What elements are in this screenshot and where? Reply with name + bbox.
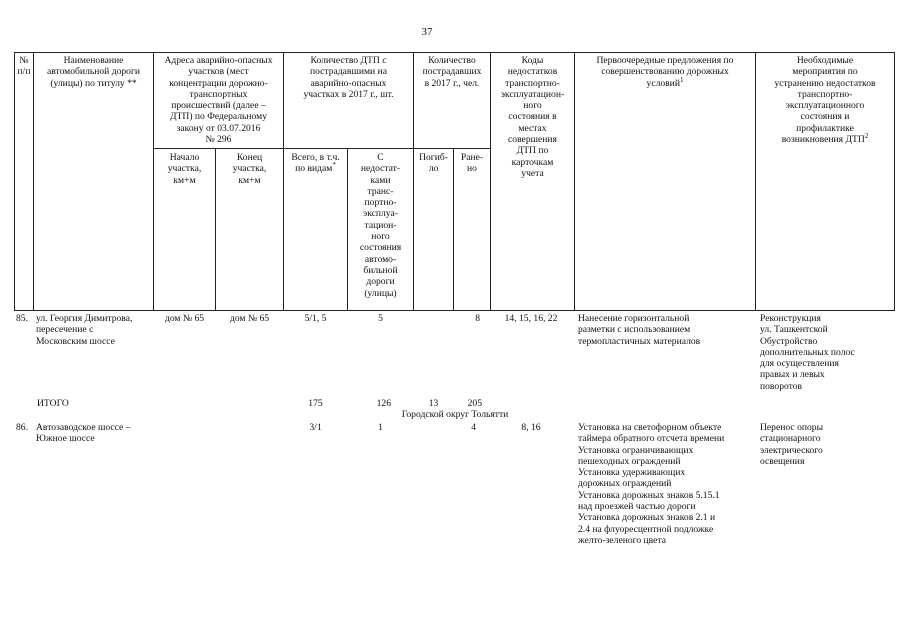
row-measures: Реконструкция ул. Ташкентской Обустройство дополнительных полос для осуществления правых и левых поворотов xyxy=(760,313,855,392)
header-victims: Количество пострадавших в 2017 г., чел. xyxy=(422,55,482,89)
row-codes: 8, 16 xyxy=(521,422,541,433)
total-defects: 126 xyxy=(376,398,391,409)
header-measures: Необходимые мероприятия по устранению недостатков транспортно- эксплуатационного состояния и профилактике возникновения ДТП$^2$ xyxy=(774,55,876,146)
row-road-name: Автозаводское шоссе – Южное шоссе xyxy=(36,422,131,445)
header-address: Адреса аварийно-опасных участков (мест концентрации дорожно- транспортных происшествий (далее – ДТП) по Федеральному закону от 03.07.2016 № 296 xyxy=(164,55,273,146)
total-injured: 205 xyxy=(467,398,482,409)
header-injured: Ране- но xyxy=(460,152,484,175)
district-heading: Городской округ Тольятти xyxy=(401,409,509,420)
row-defects: 1 xyxy=(378,422,383,433)
header-road-name: Наименование автомобильной дороги (улицы) по титулу ** xyxy=(46,55,141,89)
row-proposals: Нанесение горизонтальной разметки с использованием термопластичных материалов xyxy=(578,313,701,347)
row-start: дом № 65 xyxy=(164,313,205,324)
row-proposals: Установка на светофорном объекте таймера обратного отсчета времени Установка ограничивающих пешеходных ограждений Установка удерживающих дорожных ограждений Установка дорожных знаков 5.15.1 над проезжей частью дороги Установка дорожных знаков 2.1 и 2.4 на флуоресцентной подложке желто-зеленого цвета xyxy=(578,422,725,546)
header-dtp-total: Всего, в т.ч. по видам* xyxy=(291,152,340,175)
row-codes: 14, 15, 16, 22 xyxy=(504,313,558,324)
total-all: 175 xyxy=(308,398,323,409)
row-total: 3/1 xyxy=(309,422,322,433)
row-road-name: ул. Георгия Димитрова, пересечение с Московским шоссе xyxy=(36,313,133,347)
total-killed: 13 xyxy=(428,398,439,409)
row-total: 5/1, 5 xyxy=(304,313,327,324)
header-dtp-count: Количество ДТП с пострадавшими на аварийно-опасных участках в 2017 г., шт. xyxy=(303,55,394,100)
header-codes: Коды недостатков транспортно- эксплуатацион- ного состояния в местах совершения ДТП по карточкам учета xyxy=(500,55,565,179)
header-killed: Погиб- ло xyxy=(419,152,448,175)
total-label: ИТОГО xyxy=(37,398,69,409)
row-injured: 8 xyxy=(475,313,480,324)
row-injured: 4 xyxy=(471,422,476,433)
header-num: № п/п xyxy=(17,55,31,78)
header-dtp-defects: С недостат- ками транс- портно- эксплуа- тацион- ного состояния автомо- бильной дороги (улицы) xyxy=(359,152,402,299)
row-defects: 5 xyxy=(378,313,383,324)
header-address-end: Конец участка, км+м xyxy=(232,152,267,186)
row-end: дом № 65 xyxy=(229,313,270,324)
row-measures: Перенос опоры стационарного электрического освещения xyxy=(760,422,824,467)
row-num: 86. xyxy=(16,422,28,433)
page-number: 37 xyxy=(421,26,433,38)
header-address-start: Начало участка, км+м xyxy=(167,152,202,186)
header-proposals: Первоочередные предложения по совершенствованию дорожных условий$^1$ xyxy=(596,55,734,89)
row-num: 85. xyxy=(16,313,28,324)
